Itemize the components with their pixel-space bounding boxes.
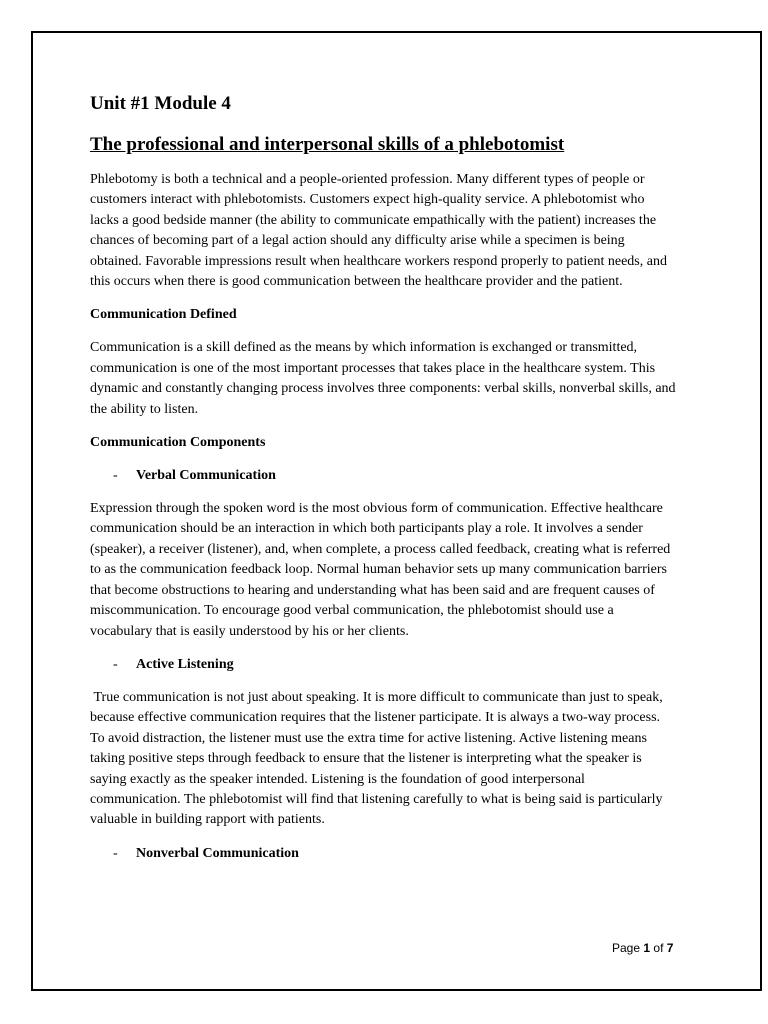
of-label: of [653,941,664,955]
section-heading-communication-components: Communication Components [90,435,266,451]
bullet-dash: - [113,656,118,672]
unit-title: Unit #1 Module 4 [90,93,231,114]
subsection-heading-label: Active Listening [136,656,234,672]
communication-defined-paragraph: Communication is a skill defined as the means by which information is exchanged or transmitted, communication is one of the most important processes that takes place in the healthcare system. This dynamic and constantly changing process involves three components: verbal skills, nonverbal skills, and the ability to listen. [90,340,676,417]
total-pages: 7 [666,941,674,955]
subsection-heading-label: Nonverbal Communication [136,845,299,861]
main-title: The professional and interpersonal skills of a phlebotomist [90,134,565,155]
subsection-heading-nonverbal-communication [90,844,676,864]
page-prefix: Page [612,941,641,955]
section-heading-communication-defined: Communication Defined [90,307,237,323]
bullet-dash: - [113,468,118,484]
verbal-communication-paragraph: Expression through the spoken word is the most obvious form of communication. Effective healthcare communication should be an interaction in which both participants play a role. It involves a sender (speaker), a receiver (listener), and, when complete, a process called feedback, creating what is referred to as the communication feedback loop. Normal human behavior sets up many communication barriers that become obstructions to hearing and understanding what has been said and are frequent causes of miscommunication. To encourage good verbal communication, the phlebotomist should use a vocabulary that is easily understood by his or her clients. [90,501,671,639]
bullet-dash: - [113,845,118,861]
page-number-footer [612,941,673,955]
subsection-heading-active-listening [90,655,676,675]
intro-paragraph: Phlebotomy is both a technical and a people-oriented profession. Many different types of people or customers interact with phlebotomists. Customers expect high-quality service. A phlebotomist who lacks a good bedside manner (the ability to communicate empathically with the patient) increases the chances of becoming part of a legal action should any difficulty arise while a specimen is being obtained. Favorable impressions result when healthcare workers respond properly to patient needs, and this occurs when there is good communication between the healthcare provider and the patient. [90,172,667,290]
subsection-heading-verbal-communication [90,466,676,486]
document-body [90,92,676,877]
subsection-heading-label: Verbal Communication [136,468,276,484]
current-page: 1 [643,941,651,955]
active-listening-paragraph: True communication is not just about speaking. It is more difficult to communicate than just to speak, because effective communication requires that the listener participate. It is always a two-way process. To avoid distraction, the listener must use the extra time for active listening. Active listening means taking positive steps through feedback to ensure that the listener is interpreting what the speaker is saying exactly as the speaker intended. Listening is the foundation of good interpersonal communication. The phlebotomist will find that listening carefully to what is being said is particularly valuable in building rapport with patients. [90,689,667,828]
